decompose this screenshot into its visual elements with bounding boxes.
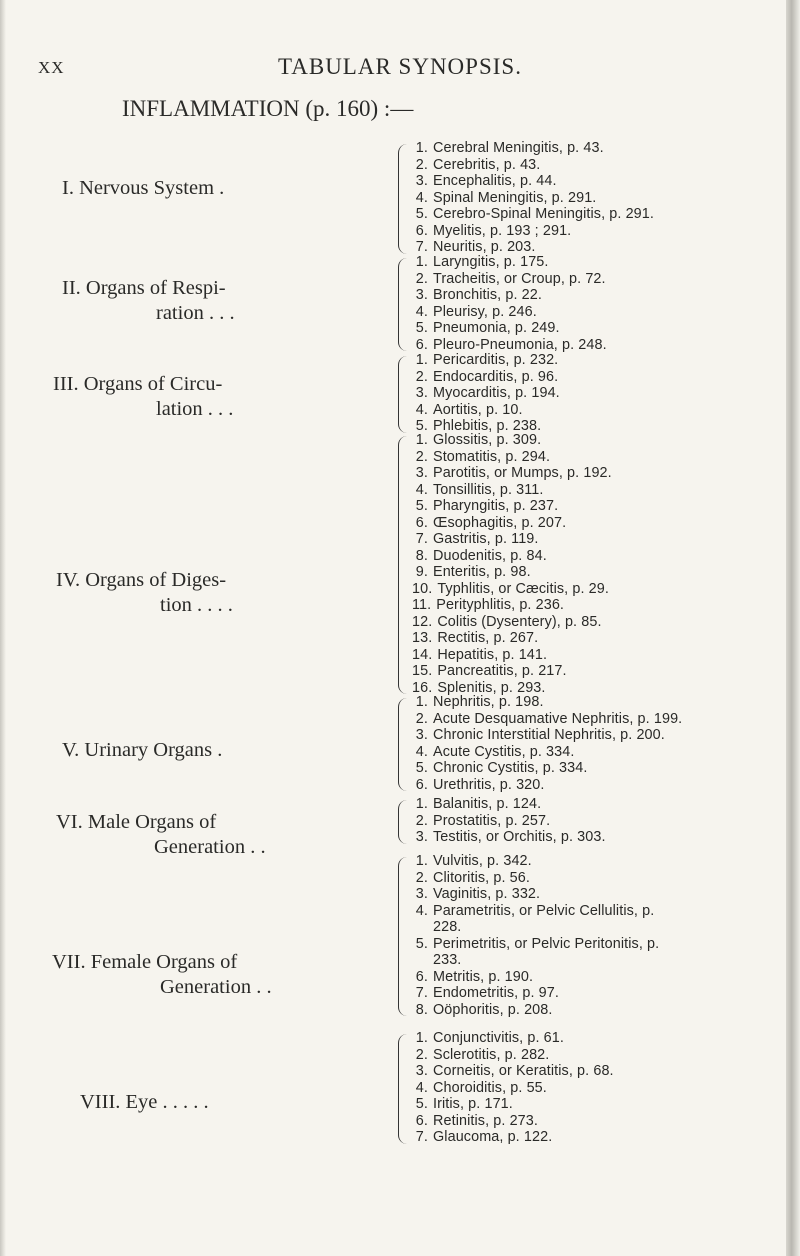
item-text: Myocarditis, p. 194. — [433, 385, 560, 401]
item-text: Parametritis, or Pelvic Cellulitis, p. — [433, 902, 655, 919]
item-number: 4. — [415, 401, 428, 418]
item-number: 2. — [415, 448, 428, 465]
list-item — [412, 952, 659, 969]
list-item — [412, 1080, 614, 1097]
list-item — [412, 969, 659, 986]
list-item — [412, 647, 612, 664]
list-item — [412, 597, 612, 614]
item-text: Laryngitis, p. 175. — [433, 254, 549, 270]
item-text: Colitis (Dysentery), p. 85. — [437, 613, 602, 630]
item-number: 5. — [415, 1096, 428, 1112]
item-number: 5. — [415, 320, 428, 336]
section-label-line: VII. Female Organs of — [52, 951, 238, 973]
list-item — [412, 870, 659, 887]
item-number: 3. — [415, 287, 428, 303]
item-number: 1. — [415, 352, 428, 368]
item-text: Duodenitis, p. 84. — [433, 547, 547, 564]
item-number: 7. — [415, 239, 428, 255]
section-label-line: tion . . . . — [160, 594, 233, 616]
section-label-line: III. Organs of Circu- — [53, 373, 223, 395]
item-text: Perimetritis, or Pelvic Peritonitis, p. — [433, 935, 660, 952]
item-text: Pharyngitis, p. 237. — [433, 498, 559, 514]
item-number: 1. — [415, 254, 428, 270]
list-item — [412, 1129, 614, 1146]
item-number: 3. — [415, 385, 428, 401]
item-number: 7. — [415, 531, 428, 547]
list-item — [412, 223, 654, 240]
item-text: Parotitis, or Mumps, p. 192. — [433, 465, 612, 481]
section-label — [56, 810, 266, 860]
item-number: 5. — [415, 206, 428, 222]
item-text: Nephritis, p. 198. — [433, 694, 544, 710]
list-item — [412, 271, 607, 288]
list-item — [412, 813, 606, 830]
list-item — [412, 369, 560, 386]
item-number: 1. — [415, 694, 428, 710]
item-number: 13. — [412, 630, 433, 646]
list-item — [412, 1063, 614, 1080]
list-item — [412, 760, 682, 777]
list-item — [412, 694, 682, 711]
item-text: Endocarditis, p. 96. — [433, 368, 559, 385]
list-item — [412, 449, 612, 466]
item-text: Pneumonia, p. 249. — [433, 320, 560, 336]
item-text: 228. — [433, 919, 462, 935]
section-items — [412, 432, 612, 696]
list-item — [412, 320, 607, 337]
item-text: Chronic Cystitis, p. 334. — [433, 760, 588, 776]
brace — [398, 857, 409, 1016]
item-number: 11. — [412, 597, 432, 613]
item-number: 1. — [415, 853, 428, 869]
item-text: Vaginitis, p. 332. — [433, 886, 541, 902]
item-text: Phlebitis, p. 238. — [433, 418, 542, 434]
section-label — [80, 1090, 209, 1115]
list-item — [412, 1113, 614, 1130]
section-label — [62, 176, 224, 201]
item-number: 3. — [415, 886, 428, 902]
item-text: Endometritis, p. 97. — [433, 985, 559, 1001]
list-item — [412, 886, 659, 903]
item-text: Hepatitis, p. 141. — [437, 646, 548, 663]
item-text: Choroiditis, p. 55. — [433, 1079, 547, 1096]
main-heading: INFLAMMATION (p. 160) :— — [122, 96, 414, 121]
item-text: Encephalitis, p. 44. — [433, 173, 557, 189]
item-text: Chronic Interstitial Nephritis, p. 200. — [433, 727, 665, 743]
list-item — [412, 853, 659, 870]
list-item — [412, 711, 682, 728]
item-text: Oöphoritis, p. 208. — [433, 1001, 553, 1018]
section-label — [53, 372, 233, 422]
item-number: 3. — [415, 829, 428, 845]
list-item — [412, 903, 659, 920]
section-label-line: ration . . . — [156, 302, 235, 324]
section-label — [62, 276, 235, 326]
section-label-line: Generation . . — [160, 976, 272, 998]
item-number: 14. — [412, 646, 433, 663]
list-item — [412, 465, 612, 482]
page-title: TABULAR SYNOPSIS. — [278, 54, 522, 79]
item-number: 5. — [415, 760, 428, 776]
list-item — [412, 432, 612, 449]
item-text: Conjunctivitis, p. 61. — [433, 1030, 564, 1046]
list-item — [412, 829, 606, 846]
list-item — [412, 796, 606, 813]
item-text: Metritis, p. 190. — [433, 968, 534, 985]
list-item — [412, 254, 607, 271]
item-number: 6. — [415, 968, 428, 985]
item-number: 3. — [415, 465, 428, 481]
item-number: 5. — [415, 418, 428, 434]
item-text: Pleuro-Pneumonia, p. 248. — [433, 336, 607, 353]
item-number: 4. — [415, 303, 428, 320]
section-label-line: Generation . . — [154, 836, 266, 858]
list-item — [412, 206, 654, 223]
item-number: 2. — [415, 270, 428, 287]
item-number: 8. — [415, 1001, 428, 1018]
list-item — [412, 1002, 659, 1019]
item-number: 7. — [415, 985, 428, 1001]
brace — [398, 144, 409, 254]
section-label-line: IV. Organs of Diges- — [56, 569, 227, 591]
item-text: Œsophagitis, p. 207. — [433, 514, 567, 531]
item-text: Iritis, p. 171. — [433, 1096, 513, 1112]
item-text: Myelitis, p. 193 ; 291. — [433, 222, 572, 239]
item-number: 3. — [415, 727, 428, 743]
section-items — [412, 796, 606, 846]
list-item — [412, 337, 607, 354]
item-number: 4. — [415, 743, 428, 760]
item-number: 1. — [415, 140, 428, 156]
brace — [398, 436, 409, 694]
item-text: Typhlitis, or Cæcitis, p. 29. — [437, 580, 609, 597]
page-gutter-shadow — [0, 0, 6, 1256]
item-number: 10. — [412, 580, 433, 597]
section-items — [412, 853, 659, 1018]
section-items — [412, 352, 560, 435]
list-item — [412, 581, 612, 598]
item-number: 2. — [415, 869, 428, 886]
item-text: 233. — [433, 952, 462, 968]
item-text: Sclerotitis, p. 282. — [433, 1046, 550, 1063]
list-item — [412, 173, 654, 190]
section-label-line: VI. Male Organs of — [56, 811, 217, 833]
item-text: Testitis, or Orchitis, p. 303. — [433, 829, 606, 845]
item-text: Gastritis, p. 119. — [433, 531, 539, 547]
item-number: 1. — [415, 432, 428, 448]
section-items — [412, 140, 654, 256]
section-label-line: V. Urinary Organs . — [62, 739, 223, 761]
item-text: Vulvitis, p. 342. — [433, 853, 532, 869]
item-number: 6. — [415, 336, 428, 353]
list-item — [412, 727, 682, 744]
list-item — [412, 140, 654, 157]
section-label-line: II. Organs of Respi- — [62, 277, 226, 299]
item-text: Tracheitis, or Croup, p. 72. — [433, 270, 606, 287]
item-number: 5. — [415, 935, 428, 952]
section-label — [62, 738, 222, 763]
item-text: Glaucoma, p. 122. — [433, 1129, 553, 1145]
section-label — [56, 568, 233, 618]
list-item — [412, 352, 560, 369]
list-item — [412, 548, 612, 565]
item-number: 12. — [412, 613, 433, 630]
item-number: 16. — [412, 679, 433, 696]
brace — [398, 258, 409, 351]
list-item — [412, 630, 612, 647]
page-edge — [786, 0, 800, 1256]
list-item — [412, 663, 612, 680]
item-number: 3. — [415, 173, 428, 189]
item-text: Rectitis, p. 267. — [437, 630, 539, 646]
item-number: 5. — [415, 498, 428, 514]
item-number: 1. — [415, 1030, 428, 1046]
item-number: 9. — [415, 564, 428, 580]
item-text: Clitoritis, p. 56. — [433, 869, 530, 886]
item-number: 2. — [415, 156, 428, 173]
list-item — [412, 402, 560, 419]
item-text: Pancreatitis, p. 217. — [437, 663, 567, 679]
item-number: 6. — [415, 776, 428, 793]
item-number: 7. — [415, 1129, 428, 1145]
list-item — [412, 304, 607, 321]
list-item — [412, 515, 612, 532]
item-text: Prostatitis, p. 257. — [433, 812, 551, 829]
brace — [398, 356, 409, 433]
list-item — [412, 1096, 614, 1113]
item-number: 6. — [415, 222, 428, 239]
item-text: Bronchitis, p. 22. — [433, 287, 542, 303]
item-text: Acute Desquamative Nephritis, p. 199. — [433, 710, 683, 727]
list-item — [412, 564, 612, 581]
list-item — [412, 531, 612, 548]
item-number: 1. — [415, 796, 428, 812]
list-item — [412, 385, 560, 402]
list-item — [412, 1030, 614, 1047]
section-label-line: VIII. Eye . . . . . — [80, 1091, 209, 1113]
section-items — [412, 254, 607, 353]
brace — [398, 800, 409, 844]
list-item — [412, 157, 654, 174]
list-item — [412, 287, 607, 304]
section-label-line: lation . . . — [156, 398, 234, 420]
item-text: Acute Cystitis, p. 334. — [433, 743, 575, 760]
list-item — [412, 614, 612, 631]
item-text: Pericarditis, p. 232. — [433, 352, 559, 368]
list-item — [412, 744, 682, 761]
item-text: Cerebral Meningitis, p. 43. — [433, 140, 604, 156]
section-label-line: I. Nervous System . — [62, 177, 225, 199]
item-text: Aortitis, p. 10. — [433, 401, 523, 418]
item-number: 2. — [415, 1046, 428, 1063]
item-text: Urethritis, p. 320. — [433, 776, 545, 793]
item-number: 2. — [415, 710, 428, 727]
section-label — [52, 950, 272, 1000]
item-text: Pleurisy, p. 246. — [433, 303, 537, 320]
item-number: 6. — [415, 514, 428, 531]
item-number: 4. — [415, 1079, 428, 1096]
item-text: Tonsillitis, p. 311. — [433, 481, 544, 498]
item-number: 8. — [415, 547, 428, 564]
item-text: Enteritis, p. 98. — [433, 564, 531, 580]
item-number: 4. — [415, 189, 428, 206]
section-items — [412, 1030, 614, 1146]
list-item — [412, 1047, 614, 1064]
list-item — [412, 985, 659, 1002]
item-text: Cerebritis, p. 43. — [433, 156, 541, 173]
item-text: Splenitis, p. 293. — [437, 679, 546, 696]
list-item — [412, 482, 612, 499]
item-number: 4. — [415, 481, 428, 498]
list-item — [412, 777, 682, 794]
list-item — [412, 936, 659, 953]
section-items — [412, 694, 682, 793]
list-item — [412, 919, 659, 936]
item-number: 4. — [415, 902, 428, 919]
page-number: XX — [38, 58, 65, 77]
item-text: Balanitis, p. 124. — [433, 796, 542, 812]
item-number: 15. — [412, 663, 433, 679]
item-number: 2. — [415, 812, 428, 829]
item-number: 6. — [415, 1112, 428, 1129]
brace — [398, 698, 409, 791]
item-text: Glossitis, p. 309. — [433, 432, 542, 448]
item-number: 2. — [415, 368, 428, 385]
item-number: 3. — [415, 1063, 428, 1079]
brace — [398, 1034, 409, 1144]
item-text: Stomatitis, p. 294. — [433, 448, 551, 465]
item-text: Neuritis, p. 203. — [433, 239, 536, 255]
item-text: Corneitis, or Keratitis, p. 68. — [433, 1063, 614, 1079]
list-item — [412, 190, 654, 207]
item-text: Spinal Meningitis, p. 291. — [433, 189, 597, 206]
list-item — [412, 498, 612, 515]
item-text: Cerebro-Spinal Meningitis, p. 291. — [433, 206, 654, 222]
item-text: Retinitis, p. 273. — [433, 1112, 538, 1129]
item-text: Perityphlitis, p. 236. — [436, 597, 565, 613]
